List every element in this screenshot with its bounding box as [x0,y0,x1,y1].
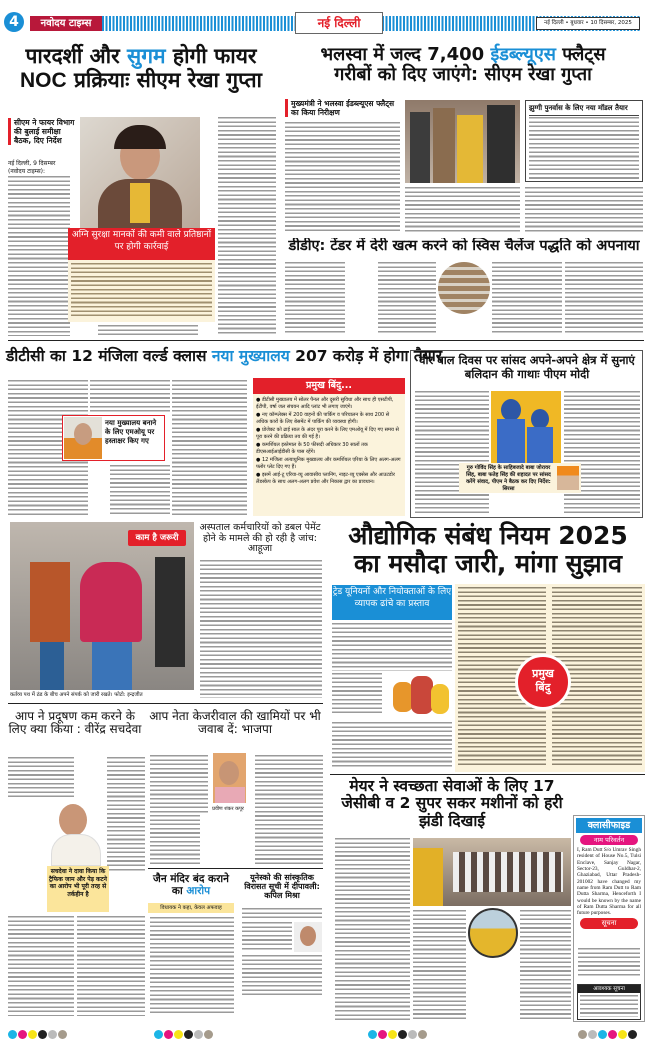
winter-street-photo [10,522,194,690]
decoration: आरोप [186,884,211,897]
decoration: प्रमुख [532,667,554,680]
decoration [577,984,641,1020]
decoration: डीटीसी मुख्यालय में सोलर पैनल और दूसरी सुविधा और साथ ही एसटीपी, ईटीपी, वर्षा जल संचयन आदि प्लांट भी लगाए जाएंगे। [256,397,394,410]
decoration [368,1030,377,1039]
headline-highlight: सुगम [127,44,166,68]
decoration [130,183,150,223]
decoration [164,1030,173,1039]
decoration [431,684,449,714]
body-text [564,391,640,514]
body-text [415,391,489,514]
veer-bal-box [410,350,643,518]
decoration [618,1030,627,1039]
mayor-event-photo [413,838,571,906]
urgent-notice-label: आवश्यक सूचना [578,985,640,993]
fire-highlight-box [68,260,215,322]
decoration: नए कॉम्प्लेक्स में 200 वाहनों की पार्किंग व परिचालन के साथ 200 से अधिक कारों के लिए बेसमेंट में पार्किंग की व्यवस्था होगी। [256,412,390,425]
headline-part: 207 करोड़ में होगा तैयार [289,347,443,365]
mayor-headline: मेयर ने स्वच्छता सेवाओं के लिए 17 जेसीबी व 2 सुपर सकर मशीनों को हरी झंडी दिखाई [341,777,563,830]
key-points-box [253,378,405,516]
workers-illustration [385,672,453,722]
decoration [487,105,515,183]
decoration [8,1024,68,1043]
decoration [501,399,521,421]
decoration: जैन मंदिर बंद कराने का [153,873,229,897]
divider [148,868,323,869]
body-text [578,948,640,978]
sachdeva-body-4 [77,916,145,1016]
bhalswa-subhead: मुख्यमंत्री ने भलस्वा ईडब्ल्यूएस फ्लैट्स का किया निरीक्षण [285,99,400,117]
bjp-body-3 [150,815,200,865]
photo-tag: काम है जरूरी [128,530,186,546]
fire-body-col3 [98,325,198,337]
headline-part: प्रक्रियाः सीएम रेखा गुप्ता [66,67,262,92]
headline-part: औद्योगिक संबंध नियम 2025 [348,521,628,550]
divider [8,703,323,704]
headline-highlight: नया मुख्यालय [211,347,290,365]
body-text [580,995,638,1017]
hospital-headline: अस्पताल कर्मचारियों को डबल पेमेंट होने के मामले की हो रही है जांच: आहूजा [199,522,321,555]
kapoor-caption: प्रवीण शंकर कपूर [212,806,244,812]
masthead-logo: नवोदय टाइम्स [30,16,102,31]
decoration [154,1024,214,1043]
headline-part: NOC [19,68,67,92]
fire-body-col2 [218,117,276,335]
decoration [628,1030,637,1039]
decoration: बिंदु [535,681,551,695]
unesco-headline: यूनेस्को की सांस्कृतिक विरासत सूची में दीपावली: कपिल मिश्रा [244,873,320,900]
dtc-inset [62,415,165,461]
decoration [398,1030,407,1039]
color-registration-marks [8,1024,648,1036]
sachdeva-body-2 [107,757,145,872]
decoration [154,1030,163,1039]
box-title: झुग्गी पुनर्वास के लिए नया मॉडल तैयार [529,104,639,116]
headline-part: भलस्वा में जल्द 7,400 [320,44,491,65]
industrial-headline [330,522,646,577]
jain-subhead: विधायक ने कहा, केवल अफवाह [148,903,234,913]
decoration: प्रोजेक्ट को ढाई साल के अंदर पूरा करने के लिए एमओयू में दिए गए समय से पूरा करने की प्रक्रिया तय की गई है। [256,427,399,440]
decoration [457,115,483,183]
sachdeva-quote: सचदेवा ने दावा किया कि ट्रैफिक जाम और पेड़ कटने का आरोप भी पूरी तरह से तर्कहीन है [47,866,109,912]
key-points-badge [515,654,571,710]
bhalswa-body [285,122,400,232]
decoration [253,394,405,488]
decoration [410,112,430,183]
mayor-body-3 [520,910,571,1020]
unesco-body-2 [242,922,292,952]
hospital-body [200,560,322,698]
key-point: ● नए कॉम्प्लेक्स में 200 वाहनों की पार्किंग व परिचालन के साथ 200 से अधिक कारों के लिए बेसमेंट में पार्किंग की व्यवस्था होगी। [256,412,390,425]
name-change-notice: I, Ram Dutt S/o Umrav Singh resident of House No.5, Tulsi Enclave, Sanjay Nagar, Sector-23, Guldhar-2, Ghaziabad, Uttar Pradesh-201002 have changed my name from Ram Dutt to Ram Dutta Sharma, Henceforth I would be known by the name of Ram Dutta Sharma for all future purposes. [577,847,641,915]
decoration [453,852,563,892]
decoration [40,642,64,690]
decoration [59,804,87,836]
mishra-photo [294,922,322,952]
sachdeva-headline: आप ने प्रदूषण कम करने के लिए क्या किया : वीरेंद्र सचदेवा [8,709,142,737]
decoration [38,1030,47,1039]
dda-body-2 [378,262,436,335]
decoration [8,1030,17,1039]
bhalswa-headline [282,45,644,85]
decoration [219,761,239,785]
jain-headline [148,874,234,898]
sirsa-photo [557,466,579,490]
fire-body-col1 [8,176,70,336]
divider [8,340,644,341]
sachdeva-body-1 [8,757,74,797]
decoration [413,848,443,906]
unesco-body-1 [242,908,322,920]
decoration [418,1030,427,1039]
official-photo [64,417,102,459]
notice-label: सूचना [580,918,638,929]
decoration [497,419,525,463]
decoration: कमर्शियल इस्तेमाल के 50 फीसदी अधिकार 30 सालों तक डीएसआईआईडीसी के पास रहेंगे। [256,442,368,455]
bhalswa-photo [405,100,520,183]
bhalswa-body-3 [525,187,643,232]
fire-subhead: सीएम ने फायर विभाग की बुलाई समीक्षा बैठक, दिए निर्देश [8,118,76,145]
fire-noc-headline [6,45,276,92]
decoration [204,1030,213,1039]
jain-body [150,917,234,1015]
decoration [18,1030,27,1039]
dda-body-4 [565,262,643,335]
mayor-body-1 [335,838,410,1020]
decoration: इसमें आई-टू एरिया-व्यू आवासीय प्लानिंग, नाइट-व्यू एक्सेस और आउटडोर लैंडस्केप के साथ अलग-अलग प्रवेश और निकास द्वार का प्रावधान। [256,472,395,485]
veer-bal-caption [459,463,581,493]
headline-highlight: ईडब्ल्यूएस [490,44,556,65]
industrial-body-3 [332,722,452,767]
decoration [408,1030,417,1039]
decoration [531,409,549,429]
key-points-title: प्रमुख बिंदु... [253,378,405,394]
sahibzade-illustration [491,391,561,463]
decoration [114,125,166,149]
photo-caption: कर्तव्य पथ में ठंड के बीच अपने संपर्क को जारी रखते। फोटो: इन्द्रजीत [10,692,143,698]
bjp-body-1 [150,755,208,815]
sachdeva-body-3 [8,916,74,1016]
kapoor-photo [213,753,246,803]
decoration [388,1030,397,1039]
key-point: ● इसमें आई-टू एरिया-व्यू आवासीय प्लानिंग, नाइट-व्यू एक्सेस और आउटडोर लैंडस्केप के साथ अलग-अलग प्रवेश और निकास द्वार का प्रावधान। [256,472,395,485]
key-point: ● 12 मंजिला अत्याधुनिक मुख्यालय और कमर्शियल एरिया के लिए अलग-अलग फ्लोर प्लेट दिए गए हैं। [256,457,401,470]
decoration [588,1030,597,1039]
decoration [155,557,185,667]
page-number: 4 [4,12,24,32]
decoration [393,682,413,712]
decoration [30,562,70,642]
name-change-label: नाम परिवर्तन [580,835,638,845]
decoration [578,1030,587,1039]
decoration [92,642,132,690]
inset-text: नया मुख्यालय बनाने के लिए एमओयू पर हस्ताक्षर किए गए [105,419,157,445]
classified-panel [573,815,645,1022]
industrial-body-2 [332,673,382,713]
decoration [184,1030,193,1039]
headline-part: गरीबों को दिए जाएंगे: सीएम रेखा गुप्ता [334,64,592,86]
body-text [529,117,639,179]
decoration [368,1024,428,1043]
dda-headline: डीडीए: टेंडर में देरी खत्म करने को स्विस चैलेंज पद्धति को अपनाया [288,238,640,254]
decoration [80,562,142,642]
trade-union-box: ट्रेड यूनियनों और नियोक्ताओं के लिए व्यापक ढांचे का प्रस्ताव [332,585,452,620]
decoration [58,1030,67,1039]
section-label: नई दिल्ली [295,12,383,34]
industrial-points-box [455,584,645,772]
dtc-body-3 [110,465,170,515]
key-point: ● कमर्शियल इस्तेमाल के 50 फीसदी अधिकार 30 सालों तक डीएसआईआईडीसी के पास रहेंगे। [256,442,368,455]
decoration: गुरु गोविंद सिंह के साहिबजादे बाबा जोरावर सिंह, बाबा फतेह सिंह की शहादत पर सांसद करेंगे संवाद, पीएम ने बैठक कर दिए निर्देश: सिरसा [466,465,551,492]
fire-overlay-headline: अग्नि सुरक्षा मानकों की कमी वाले प्रतिष्ठानों पर होगी कार्रवाई [68,228,215,260]
divider [330,774,645,775]
decoration [608,1030,617,1039]
decoration [48,1030,57,1039]
headline-part: डीटीसी का 12 मंजिला वर्ल्ड क्लास [6,347,212,365]
slum-rehab-box [525,100,643,182]
key-point: ● प्रोजेक्ट को ढाई साल के अंदर पूरा करने के लिए एमओयू में दिए गए समय से पूरा करने की प्रक्रिया तय की गई है। [256,427,399,440]
bjp-body-2 [255,755,323,865]
industrial-body-1 [332,623,452,671]
decoration [300,926,316,946]
decoration [194,1030,203,1039]
decoration [411,676,433,714]
headline-part: होगी फायर [165,44,257,68]
bjp-headline: आप नेता केजरीवाल की खामियों पर भी जवाब दें: भाजपा [149,709,321,737]
fire-dateline: नई दिल्ली, 9 दिसम्बर (नवोदय टाइम्स): [8,160,56,175]
decoration [215,787,245,803]
headline-part: का मसौदा जारी, मांगा सुझाव [354,548,622,578]
dtc-body-2 [90,380,170,412]
dda-building-photo [438,262,490,314]
decoration [433,108,455,183]
dda-body-3 [492,262,562,335]
decoration [378,1030,387,1039]
cm-photo [80,117,200,229]
unesco-body-3 [242,955,322,995]
decoration: 12 मंजिला अत्याधुनिक मुख्यालय और कमर्शियल एरिया के लिए अलग-अलग फ्लोर प्लेट दिए गए हैं। [256,457,401,470]
headline-part: फ्लैट्स [555,44,606,65]
mayor-body-2 [413,910,466,1020]
dtc-body-4 [172,380,247,515]
decoration [578,1024,638,1043]
decoration [174,1030,183,1039]
decoration [527,427,553,463]
decoration [74,423,92,445]
body-text [71,263,212,319]
sachdeva-photo [45,800,105,866]
jcb-photo [468,908,518,958]
dda-body-1 [285,262,345,335]
dateline: नई दिल्ली • बुधवार • 10 दिसम्बर, 2025 [536,17,640,30]
veer-bal-headline: वीर बाल दिवस पर सांसद अपने-अपने क्षेत्र में सुनाएं बलिदान की गाथाः पीएम मोदी [419,353,635,381]
bhalswa-body-2 [405,187,520,232]
headline-part: पारदर्शी और [25,44,128,68]
decoration [28,1030,37,1039]
dtc-headline [6,347,443,365]
decoration [598,1030,607,1039]
classified-title: क्लासीफाइड [576,818,642,833]
decoration [51,834,101,866]
key-point: ● डीटीसी मुख्यालय में सोलर पैनल और दूसरी सुविधा और साथ ही एसटीपी, ईटीपी, वर्षा जल संचयन आदि प्लांट भी लगाए जाएंगे। [256,397,394,410]
